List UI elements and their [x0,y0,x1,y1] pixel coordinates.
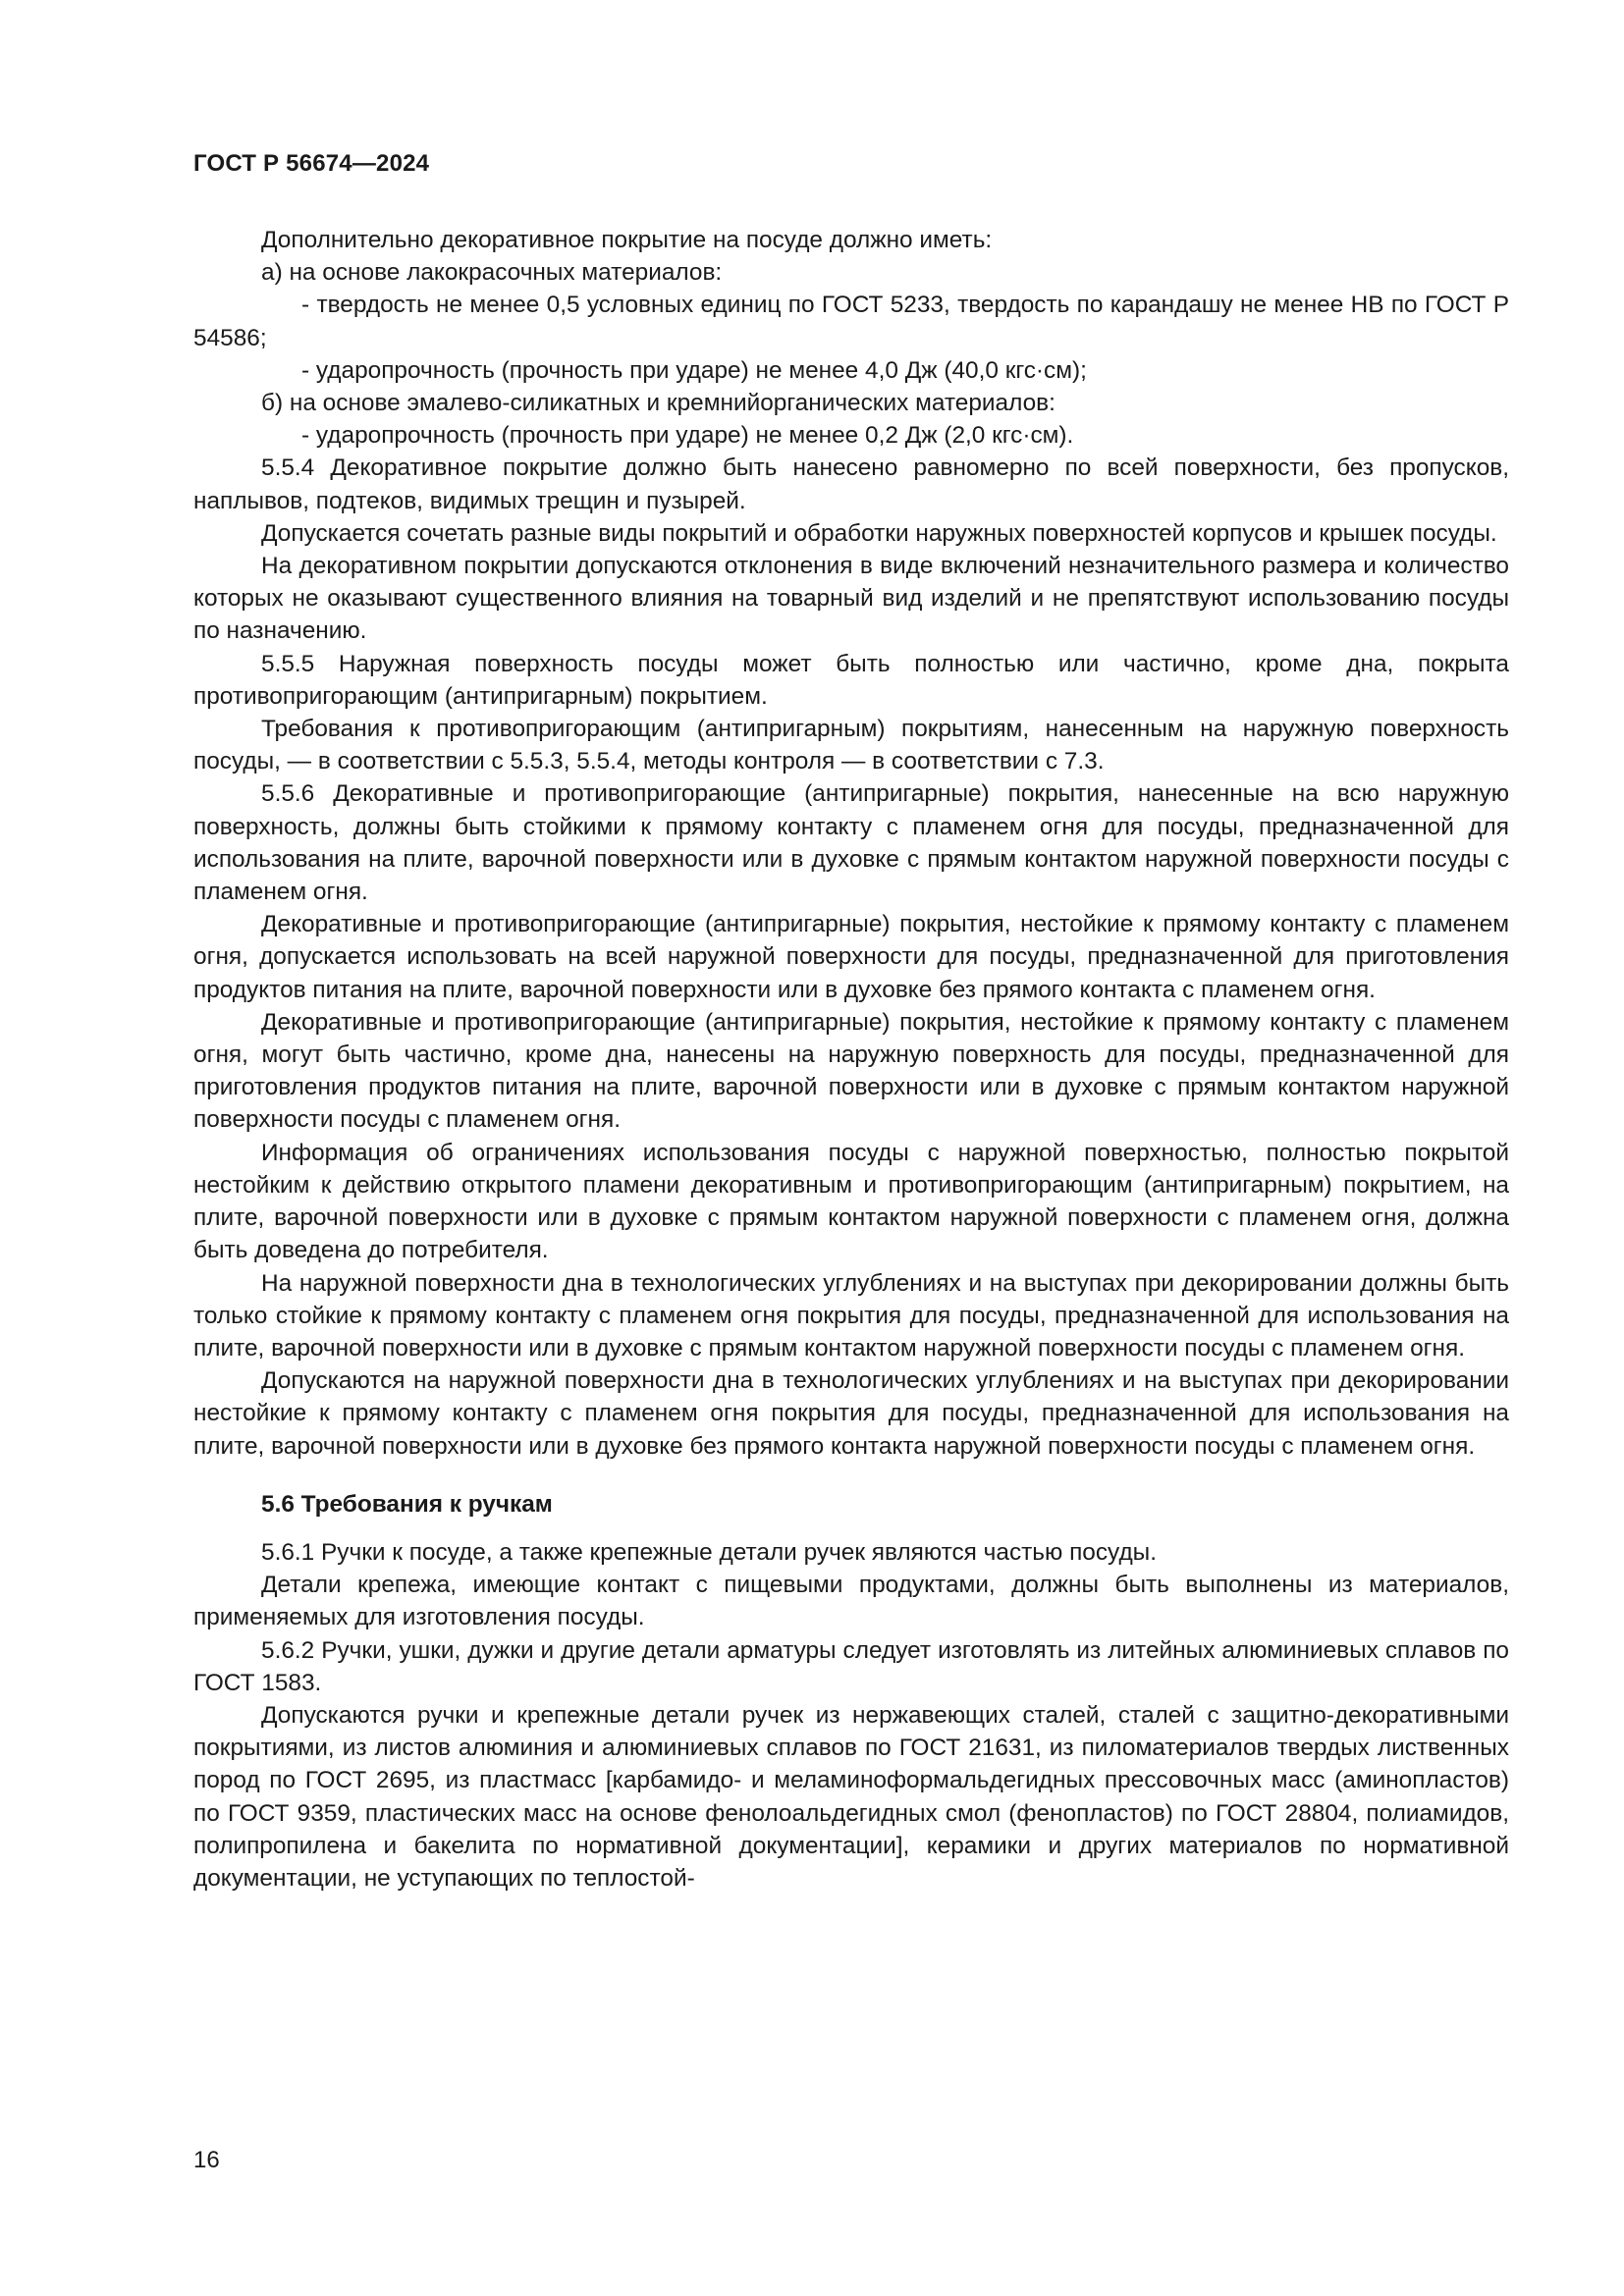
paragraph: Допускается сочетать разные виды покрытий и обработки наружных поверхностей корпусов и крышек посуды. [261,519,1497,547]
paragraph: На наружной поверхности дна в технологических углублениях и на выступах при декорировании должны быть только стойкие к прямому контакту с пламенем огня покрытия для посуды, предназначенной для использования на плите, варочной поверхности или в духовке с прямым контактом наружной поверхности посуды с пламенем огня. [193,1269,1509,1362]
page-number: 16 [193,2147,220,2173]
dash-item: - твердость не менее 0,5 условных единиц по ГОСТ 5233, твердость по карандашу не менее НВ по ГОСТ Р 54586; [193,292,1509,351]
list-item: б) на основе эмалево-силикатных и кремнийорганических материалов: [261,390,1056,417]
section-heading: 5.6 Требования к ручкам [261,1490,553,1518]
dash-item: - ударопрочность (прочность при ударе) не менее 0,2 Дж (2,0 кгс·см). [301,422,1074,450]
paragraph: 5.5.6 Декоративные и противопригорающие (антипригарные) покрытия, нанесенные на всю наружную поверхность, должны быть стойкими к прямому контакту с пламенем огня для посуды, предназначенной для использования на плите, варочной поверхности или в духовке с прямым контактом наружной поверхности посуды с пламенем огня. [193,780,1509,906]
paragraph: Дополнительно декоративное покрытие на посуде должно иметь: [261,227,993,253]
page-body [193,224,1509,1895]
paragraph: Декоративные и противопригорающие (антипригарные) покрытия, нестойкие к прямому контакту с пламенем огня, могут быть частично, кроме дна, нанесены на наружную поверхность для посуды, предназначенной для приготовления продуктов питания на плите, варочной поверхности или в духовке с прямым контактом наружной поверхности посуды с пламенем огня. [193,1008,1509,1134]
paragraph: 5.5.4 Декоративное покрытие должно быть нанесено равномерно по всей поверхности, без пропусков, наплывов, подтеков, видимых трещин и пузырей. [193,454,1509,514]
paragraph: Детали крепежа, имеющие контакт с пищевыми продуктами, должны быть выполнены из материалов, применяемых для изготовления посуды. [193,1572,1509,1631]
paragraph: На декоративном покрытии допускаются отклонения в виде включений незначительного размера и количество которых не оказывают существенного влияния на товарный вид изделий и не препятствуют использованию посуды по назначению. [193,553,1509,645]
paragraph: Декоративные и противопригорающие (антипригарные) покрытия, нестойкие к прямому контакту с пламенем огня, допускается использовать на всей наружной поверхности для посуды, предназначенной для приготовления продуктов питания на плите, варочной поверхности или в духовке без прямого контакта с пламенем огня. [193,911,1509,1003]
paragraph: 5.6.1 Ручки к посуде, а также крепежные детали ручек являются частью посуды. [261,1538,1157,1566]
dash-item: - ударопрочность (прочность при ударе) не менее 4,0 Дж (40,0 кгс·см); [301,356,1087,384]
paragraph: 5.5.5 Наружная поверхность посуды может быть полностью или частично, кроме дна, покрыта противопригорающим (антипригарным) покрытием. [193,650,1509,710]
paragraph: Допускаются ручки и крепежные детали ручек из нержавеющих сталей, сталей с защитно-декоративными покрытиями, из листов алюминия и алюминиевых сплавов по ГОСТ 21631, из пиломатериалов твердых лиственных пород по ГОСТ 2695, из пластмасс [карбамидо- и меламиноформальдегидных прессовочных масс (аминопластов) по ГОСТ 9359, пластических масс на основе фенолоальдегидных смол (фенопластов) по ГОСТ 28804, полиамидов, полипропилена и бакелита по нормативной документации], керамики и других материалов по нормативной документации, не уступающих по теплостой- [193,1701,1509,1892]
paragraph: Допускаются на наружной поверхности дна в технологических углублениях и на выступах при декорировании нестойкие к прямому контакту с пламенем огня покрытия для посуды, предназначенной для использования на плите, варочной поверхности или в духовке без прямого контакта наружной поверхности посуды с пламенем огня. [193,1367,1509,1460]
list-item: а) на основе лакокрасочных материалов: [261,259,723,287]
paragraph: 5.6.2 Ручки, ушки, дужки и другие детали арматуры следует изготовлять из литейных алюминиевых сплавов по ГОСТ 1583. [193,1636,1509,1696]
document-code: ГОСТ Р 56674—2024 [193,150,430,177]
paragraph: Требования к противопригорающим (антипригарным) покрытиям, нанесенным на наружную поверхность посуды, — в соответствии с 5.5.3, 5.5.4, методы контроля — в соответствии с 7.3. [193,716,1509,775]
paragraph: Информация об ограничениях использования посуды с наружной поверхностью, полностью покрытой нестойким к действию открытого пламени декоративным и противопригорающим (антипригарным) покрытием, на плите, варочной поверхности или в духовке с прямым контактом наружной поверхности с пламенем огня, должна быть доведена до потребителя. [193,1139,1509,1264]
